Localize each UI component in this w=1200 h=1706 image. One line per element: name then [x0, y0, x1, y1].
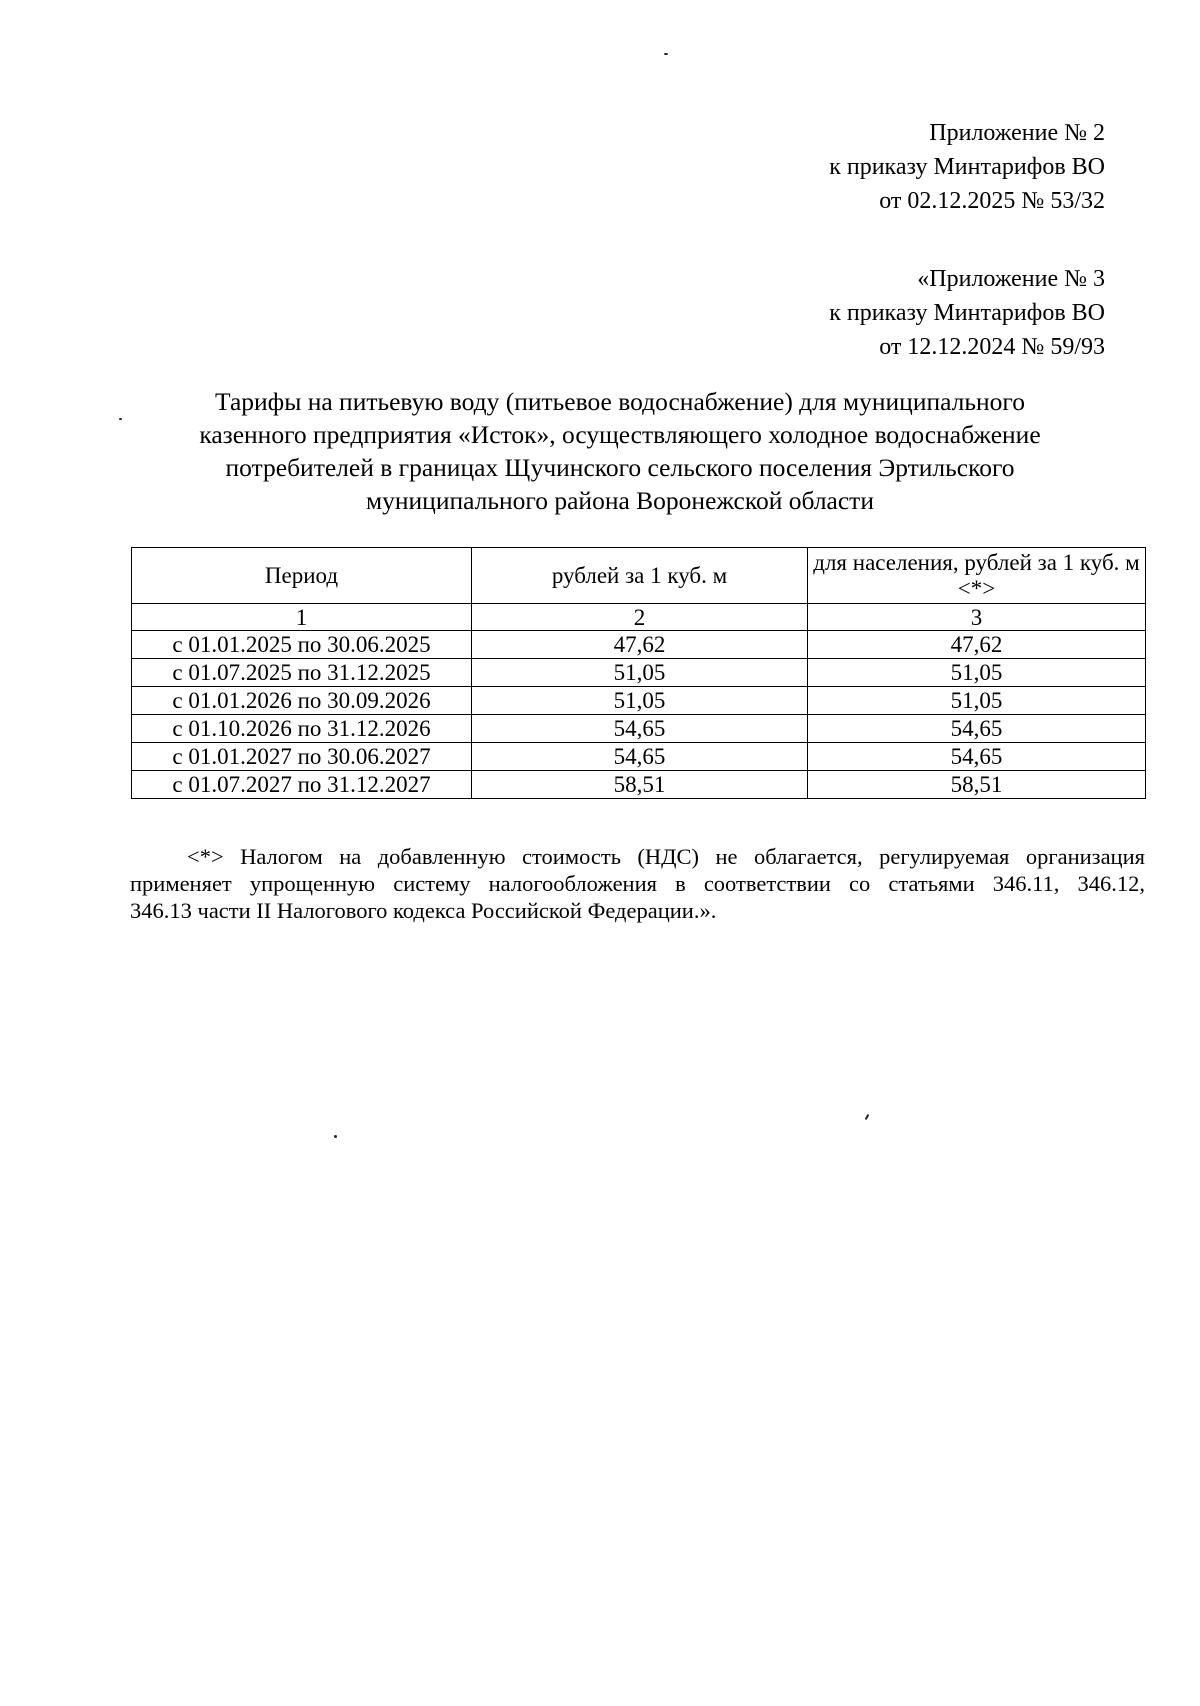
rate-population-cell: 51,05: [808, 687, 1146, 715]
table-row: [132, 659, 1146, 687]
appendix-order-ref: к приказу Минтарифов ВО: [829, 154, 1105, 180]
table-row: [132, 687, 1146, 715]
tariff-table: [131, 547, 1146, 799]
title-line: потребителей в границах Щучинского сельского поселения Эртильского: [225, 453, 1015, 482]
rate-population-cell: 54,65: [808, 743, 1146, 771]
column-number-row: [132, 604, 1146, 631]
table-row: [132, 771, 1146, 799]
rate-population-cell: 51,05: [808, 659, 1146, 687]
appendix-number: «Приложение № 3: [917, 266, 1105, 292]
appendix-order-date: от 02.12.2025 № 53/32: [879, 188, 1105, 214]
scan-speck: [664, 53, 668, 55]
table-row: [132, 631, 1146, 659]
scan-speck: [119, 418, 122, 420]
column-number: 3: [808, 604, 1146, 631]
header-rate-population: для населения, рублей за 1 куб. м <*>: [808, 548, 1146, 604]
period-cell: с 01.01.2027 по 30.06.2027: [132, 743, 472, 771]
appendix-reference-previous: [829, 262, 1105, 364]
rate-cell: 58,51: [472, 771, 808, 799]
appendix-number: Приложение № 2: [929, 120, 1105, 146]
scan-speck: [334, 1135, 337, 1138]
rate-cell: 51,05: [472, 659, 808, 687]
footnote-line: <*> Налогом на добавленную стоимость (НДС) не облагается, регулируемая организация: [187, 844, 1145, 869]
rate-cell: 47,62: [472, 631, 808, 659]
column-number: 2: [472, 604, 808, 631]
period-cell: с 01.10.2026 по 31.12.2026: [132, 715, 472, 743]
title-line: муниципального района Воронежской области: [366, 486, 874, 515]
scan-speck: [865, 1114, 870, 1120]
rate-cell: 54,65: [472, 715, 808, 743]
footnote-line: 346.13 части II Налогового кодекса Российской Федерации.».: [130, 898, 717, 923]
footnote: [130, 843, 1145, 924]
table-row: [132, 743, 1146, 771]
document-title: [130, 385, 1110, 517]
appendix-order-date: от 12.12.2024 № 59/93: [879, 334, 1105, 360]
column-number: 1: [132, 604, 472, 631]
header-rate: рублей за 1 куб. м: [472, 548, 808, 604]
title-line: казенного предприятия «Исток», осуществляющего холодное водоснабжение: [199, 420, 1041, 449]
period-cell: с 01.07.2027 по 31.12.2027: [132, 771, 472, 799]
rate-population-cell: 47,62: [808, 631, 1146, 659]
rate-cell: 51,05: [472, 687, 808, 715]
rate-population-cell: 54,65: [808, 715, 1146, 743]
appendix-order-ref: к приказу Минтарифов ВО: [829, 300, 1105, 326]
rate-population-cell: 58,51: [808, 771, 1146, 799]
table-row: [132, 715, 1146, 743]
rate-cell: 54,65: [472, 743, 808, 771]
title-line: Тарифы на питьевую воду (питьевое водоснабжение) для муниципального: [215, 387, 1025, 416]
period-cell: с 01.01.2026 по 30.09.2026: [132, 687, 472, 715]
period-cell: с 01.07.2025 по 31.12.2025: [132, 659, 472, 687]
period-cell: с 01.01.2025 по 30.06.2025: [132, 631, 472, 659]
footnote-line: применяет упрощенную систему налогообложения в соответствии со статьями 346.11, 346.12,: [130, 871, 1145, 896]
appendix-reference-current: [829, 116, 1105, 218]
header-period: Период: [132, 548, 472, 604]
table-header-row: [132, 548, 1146, 604]
